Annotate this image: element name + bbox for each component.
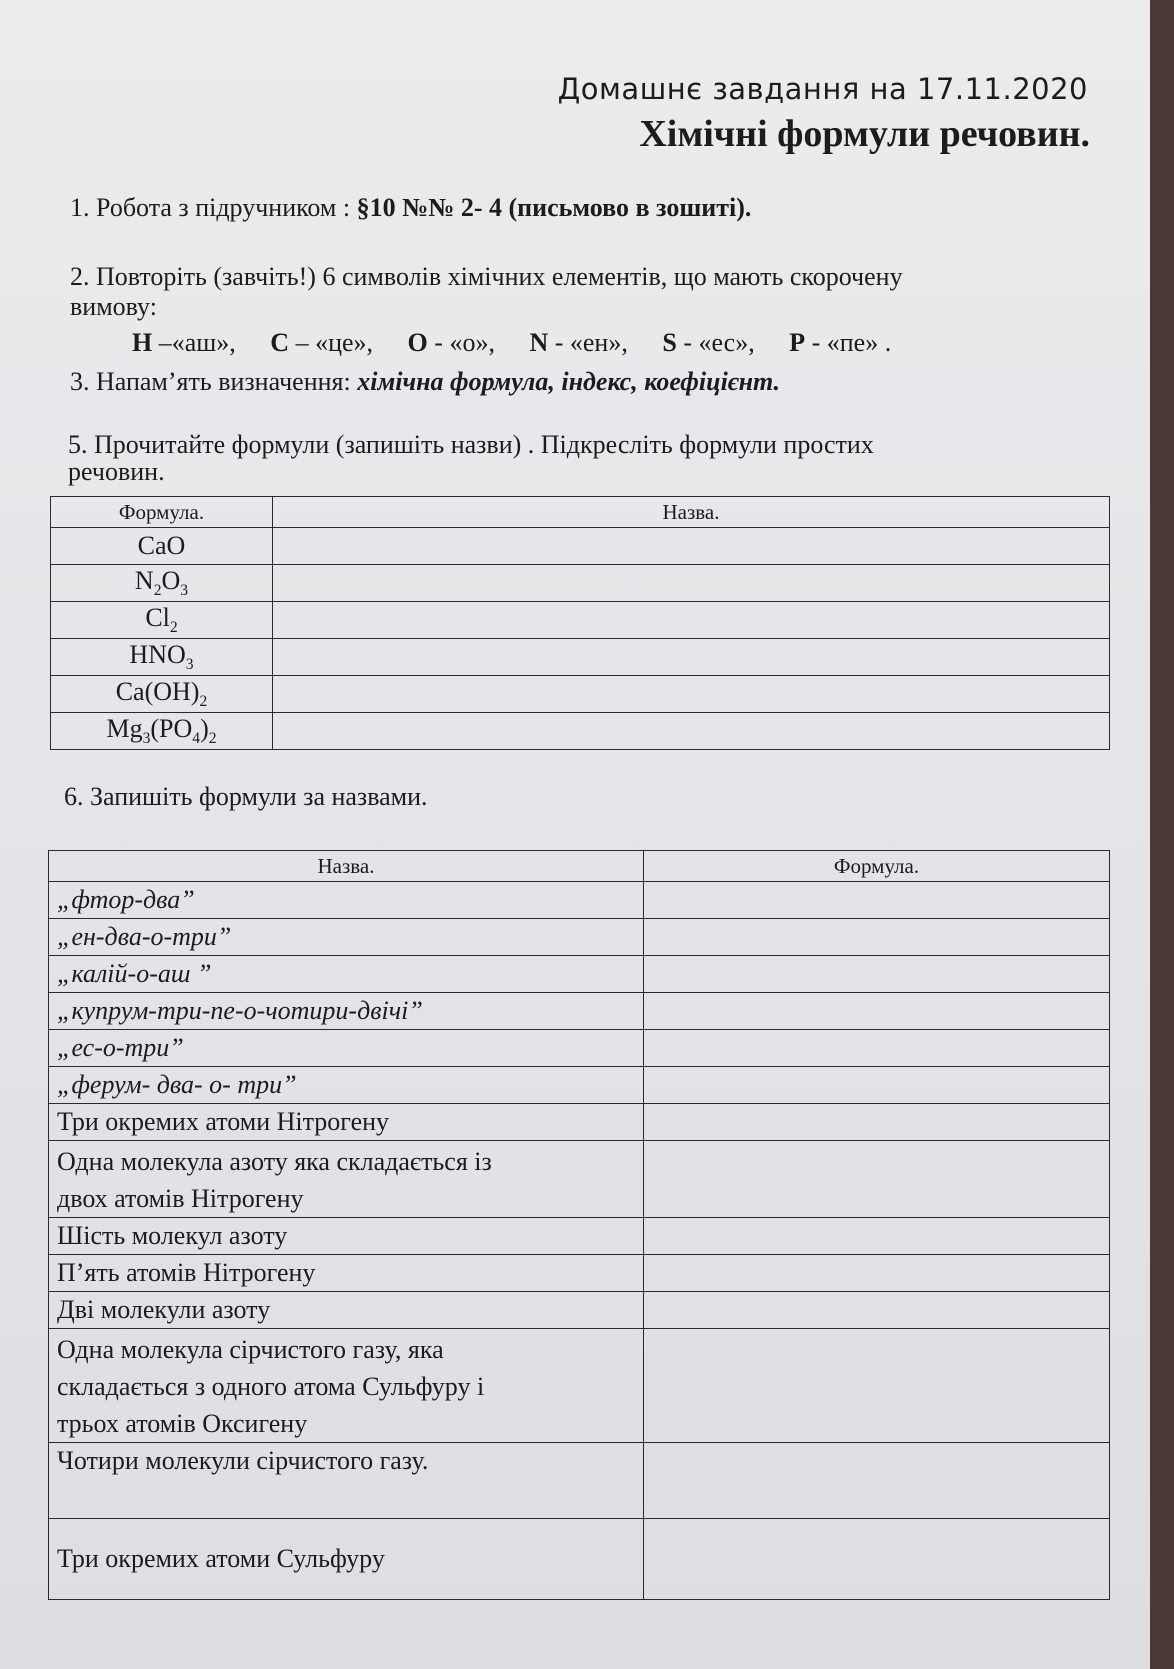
col-name-header: Назва. bbox=[49, 851, 644, 882]
answer-cell[interactable] bbox=[273, 528, 1110, 565]
formula-to-name-table bbox=[50, 496, 1110, 750]
worksheet-title: Хімічні формули речовин. bbox=[639, 113, 1090, 155]
name-cell: Три окремих атоми Сульфуру bbox=[49, 1519, 644, 1600]
col-name-header: Назва. bbox=[273, 497, 1110, 528]
formula-cell: $N_2O_3$ bbox=[51, 565, 273, 602]
symbol-c: C – «це», bbox=[270, 328, 380, 357]
task-3-terms: хімічна формула, індекс, коефіцієнт. bbox=[357, 367, 781, 396]
name-cell: „фтор-два” bbox=[49, 882, 644, 919]
name-cell: „калій-о-аш ” bbox=[49, 956, 644, 993]
answer-cell[interactable] bbox=[644, 1255, 1110, 1292]
name-cell: Шість молекул азоту bbox=[49, 1218, 644, 1255]
symbol-p: P - «пе» . bbox=[789, 328, 892, 357]
task-3 bbox=[70, 367, 780, 397]
table-row bbox=[49, 882, 1110, 919]
answer-cell[interactable] bbox=[273, 676, 1110, 713]
name-cell: Дві молекули азоту bbox=[49, 1292, 644, 1329]
table-row bbox=[49, 1292, 1110, 1329]
table-row bbox=[49, 1218, 1110, 1255]
name-cell: „ес-о-три” bbox=[49, 1030, 644, 1067]
table-row bbox=[49, 1443, 1110, 1519]
answer-cell[interactable] bbox=[644, 1218, 1110, 1255]
table-row bbox=[51, 676, 1110, 713]
table-row bbox=[49, 993, 1110, 1030]
table-row bbox=[51, 639, 1110, 676]
answer-cell[interactable] bbox=[644, 1030, 1110, 1067]
table-row bbox=[51, 602, 1110, 639]
table-row bbox=[49, 919, 1110, 956]
name-cell: Одна молекула сірчистого газу, яка складається з одного атома Сульфуру і трьох атомів Оксигену bbox=[49, 1329, 644, 1443]
table-row bbox=[51, 713, 1110, 750]
table-row bbox=[51, 565, 1110, 602]
answer-cell[interactable] bbox=[644, 956, 1110, 993]
table-row bbox=[51, 528, 1110, 565]
table-row bbox=[49, 1030, 1110, 1067]
symbol-h: H –«аш», bbox=[132, 328, 243, 357]
answer-cell[interactable] bbox=[644, 1519, 1110, 1600]
answer-cell[interactable] bbox=[273, 565, 1110, 602]
symbol-n: N - «ен», bbox=[529, 328, 635, 357]
table-header bbox=[51, 497, 1110, 528]
table-row bbox=[49, 1255, 1110, 1292]
table-header bbox=[49, 851, 1110, 882]
col-formula-header: Формула. bbox=[51, 497, 273, 528]
task-3-text: 3. Напам’ять визначення: bbox=[70, 367, 358, 396]
task-5-text: 5. Прочитайте формули (запишіть назви) . Підкресліть формули простих bbox=[68, 430, 874, 459]
table-row bbox=[49, 1519, 1110, 1600]
answer-cell[interactable] bbox=[644, 1067, 1110, 1104]
task-1 bbox=[70, 193, 751, 223]
formula-cell: $Mg_3(PO_4)_2$ bbox=[51, 713, 273, 750]
task-1-text: 1. Робота з підручником : bbox=[70, 193, 357, 222]
task-2-text-cont: вимову: bbox=[70, 292, 157, 321]
answer-cell[interactable] bbox=[644, 1292, 1110, 1329]
name-cell: Одна молекула азоту яка складається із двох атомів Нітрогену bbox=[49, 1141, 644, 1218]
formula-cell: $Cl_2$ bbox=[51, 602, 273, 639]
answer-cell[interactable] bbox=[644, 919, 1110, 956]
answer-cell[interactable] bbox=[644, 1329, 1110, 1443]
name-cell: „купрум-три-пе-о-чотири-двічі” bbox=[49, 993, 644, 1030]
answer-cell[interactable] bbox=[644, 1104, 1110, 1141]
name-cell: „ен-два-о-три” bbox=[49, 919, 644, 956]
answer-cell[interactable] bbox=[273, 639, 1110, 676]
name-cell: П’ять атомів Нітрогену bbox=[49, 1255, 644, 1292]
answer-cell[interactable] bbox=[644, 1443, 1110, 1519]
name-cell: Три окремих атоми Нітрогену bbox=[49, 1104, 644, 1141]
element-symbols-list bbox=[132, 328, 919, 358]
name-cell: Чотири молекули сірчистого газу. bbox=[49, 1443, 644, 1519]
formula-cell: $HNO_3$ bbox=[51, 639, 273, 676]
table-row bbox=[49, 1067, 1110, 1104]
col-formula-header: Формула. bbox=[644, 851, 1110, 882]
formula-cell: $Ca(OH)_2$ bbox=[51, 676, 273, 713]
formula-cell: CaO bbox=[51, 528, 273, 565]
task-2-text: 2. Повторіть (завчіть!) 6 символів хімічних елементів, що мають скорочену bbox=[70, 262, 903, 291]
answer-cell[interactable] bbox=[273, 602, 1110, 639]
homework-date-heading: Домашнє завдання на 17.11.2020 bbox=[557, 72, 1088, 106]
symbol-s: S - «ес», bbox=[662, 328, 762, 357]
task-5-text-cont: речовин. bbox=[68, 457, 165, 486]
task-2 bbox=[70, 262, 903, 322]
table-row bbox=[49, 1104, 1110, 1141]
task-6: 6. Запишіть формули за назвами. bbox=[64, 782, 428, 811]
answer-cell[interactable] bbox=[644, 882, 1110, 919]
name-to-formula-table bbox=[48, 850, 1110, 1600]
symbol-o: O - «о», bbox=[407, 328, 502, 357]
answer-cell[interactable] bbox=[273, 713, 1110, 750]
task-1-assignment: §10 №№ 2- 4 (письмово в зошиті). bbox=[356, 193, 752, 222]
table-row bbox=[49, 956, 1110, 993]
answer-cell[interactable] bbox=[644, 1141, 1110, 1218]
table-row bbox=[49, 1141, 1110, 1218]
task-5 bbox=[68, 430, 874, 484]
table-row bbox=[49, 1329, 1110, 1443]
answer-cell[interactable] bbox=[644, 993, 1110, 1030]
name-cell: „ферум- два- о- три” bbox=[49, 1067, 644, 1104]
